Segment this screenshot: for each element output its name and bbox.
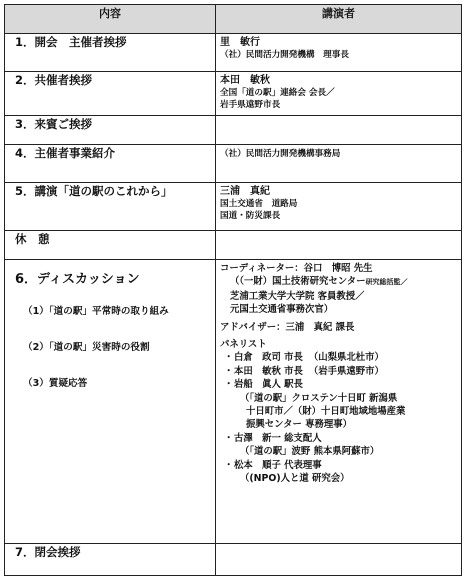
speaker-affiliation: （社）民間活力開発機構事務局 (220, 149, 341, 159)
table-row-discussion (5, 260, 462, 544)
bullet-icon: ・ (224, 352, 234, 364)
item-break: 休 憩 (15, 232, 50, 246)
panelist-name: 松本 順子 代表理事 (234, 459, 322, 471)
speaker-cell (216, 183, 461, 224)
item-cohost: 2．共催者挨拶 (15, 73, 93, 87)
panelist-label: パネリスト (220, 339, 267, 351)
item-host-intro: 4．主催者事業紹介 (15, 146, 116, 160)
speaker-affiliation: 国土交通省 道路局 (220, 199, 298, 209)
coordinator-affiliation-a: （（一財）国土技術研究センター (230, 276, 366, 288)
table-row (5, 116, 462, 145)
panelist-name: 白倉 政司 市長 (234, 352, 303, 364)
panelist-affiliation: 十日町市／（財）十日町地域地場産業 (246, 406, 406, 418)
header-content: 内容 (5, 5, 216, 34)
discussion-speakers (216, 260, 461, 486)
bullet-icon: ・ (224, 432, 234, 444)
discussion-topic: （1）「道の駅」平常時の取り組み (23, 306, 169, 317)
table-header-row (5, 5, 462, 34)
panelist-entry (216, 432, 461, 445)
table-row (5, 183, 462, 231)
coordinator-affiliation: 元国土交通省事務次官） (230, 304, 334, 316)
panelist-affiliation: （山梨県北杜市） (308, 352, 384, 364)
coordinator-affiliation-b: 研究総括監／ (365, 278, 408, 287)
panelist-entry (216, 459, 461, 472)
panelist-affiliation: （岩手県遠野市） (308, 365, 384, 377)
speaker-cell (216, 72, 461, 113)
table-row (5, 145, 462, 183)
program-table (4, 4, 462, 576)
speaker-affiliation: 岩手県遠野市長 (220, 100, 281, 110)
bullet-icon: ・ (224, 459, 234, 471)
panelist-affiliation: 振興センター 専務理事） (246, 419, 353, 431)
panelist-affiliation: （「道の駅」クロステン十日町 新潟県 (240, 392, 398, 404)
panelist-entry (216, 365, 461, 378)
table-row (5, 231, 462, 260)
table-row (5, 34, 462, 72)
item-closing: 7．閉会挨拶 (15, 545, 81, 559)
item-discussion: 6．ディスカッション (15, 272, 140, 287)
speaker-cell (216, 34, 461, 63)
speaker-name: 里 敏行 (220, 37, 260, 48)
table-row (5, 544, 462, 576)
panelist-affiliation: （「道の駅」波野 熊本県阿蘇市） (240, 446, 380, 458)
panelist-name: 本田 敏秋 市長 (234, 365, 303, 377)
speaker-cell-empty (216, 231, 462, 260)
coordinator-affiliation (216, 275, 461, 289)
coordinator-affiliation: 芝浦工業大学大学院 客員教授／ (230, 290, 365, 302)
panelist-affiliation: （(NPO)人と道 研究会） (240, 473, 350, 485)
speaker-affiliation: 全国「道の駅」連絡会 会長／ (220, 88, 335, 98)
table-row (5, 72, 462, 116)
speaker-affiliation: （社）民間活力開発機構 理事長 (220, 50, 349, 60)
speaker-name: 三浦 真紀 (220, 186, 270, 197)
bullet-icon: ・ (224, 365, 234, 377)
panelist-name: 古澤 新一 総支配人 (234, 432, 322, 444)
item-lecture: 5．講演「道の駅のこれから」 (15, 184, 173, 198)
coordinator-line: コーディネーター：谷口 博昭 先生 (220, 263, 373, 274)
panelist-name: 岩船 眞人 駅長 (234, 379, 303, 391)
panelist-entry (216, 378, 461, 391)
adviser-line: アドバイザー：三浦 真紀 課長 (220, 321, 355, 333)
speaker-cell-empty (216, 544, 462, 576)
discussion-topic: （2）「道の駅」災害時の役割 (23, 342, 150, 353)
item-guest-greeting: 3．来賓ご挨拶 (15, 117, 93, 131)
speaker-cell (216, 145, 461, 162)
discussion-topic: （3）質疑応答 (23, 378, 88, 389)
speaker-name: 本田 敏秋 (220, 75, 270, 86)
speaker-affiliation: 国道・防災課長 (220, 211, 281, 221)
item-opening: 1．開会 主催者挨拶 (15, 35, 127, 49)
speaker-cell-empty (216, 116, 462, 145)
header-speaker: 講演者 (216, 5, 462, 34)
panelist-entry (216, 351, 461, 364)
bullet-icon: ・ (224, 379, 234, 391)
